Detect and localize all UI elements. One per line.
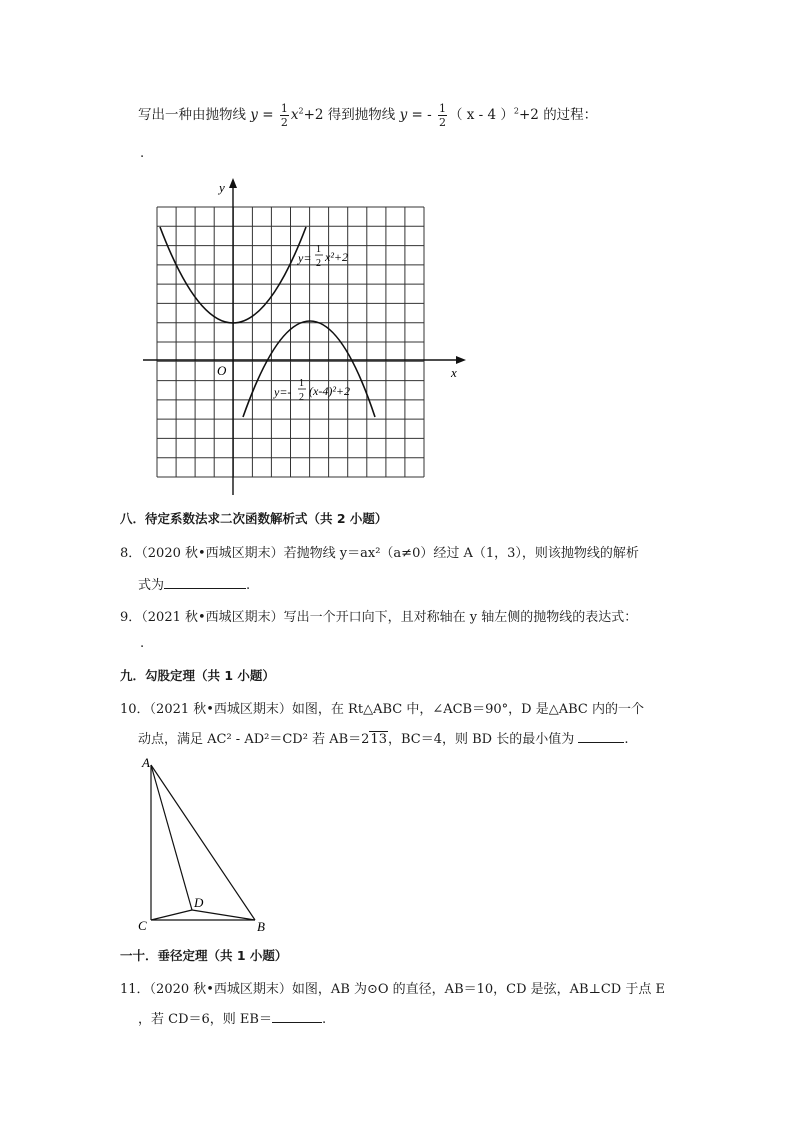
vertex-b-label: B bbox=[257, 919, 265, 934]
answer-blank bbox=[164, 576, 246, 589]
segment-cd bbox=[151, 910, 192, 920]
segment-db bbox=[192, 910, 255, 920]
question-11-line-2: ，若 CD＝6，则 EB＝ . bbox=[138, 1012, 327, 1027]
q7-dot: . bbox=[140, 146, 145, 161]
svg-text:y=: y= bbox=[298, 251, 312, 265]
svg-text:y=-: y=- bbox=[274, 385, 292, 399]
section-heading-8: 八．待定系数法求二次函数解析式（共 2 小题） bbox=[120, 511, 388, 526]
svg-text:1: 1 bbox=[316, 244, 321, 255]
vertex-a-label: A bbox=[142, 755, 150, 770]
question-11-line-1: 11．（2020 秋•西城区期末）如图，AB 为⊙O 的直径，AB＝10，CD 是弦，AB⊥CD 于点 E bbox=[120, 982, 665, 997]
lower-parabola bbox=[243, 321, 375, 417]
parabola-graph bbox=[140, 175, 470, 500]
svg-text:1: 1 bbox=[299, 378, 304, 389]
svg-text:(x-4)²+2: (x-4)²+2 bbox=[309, 384, 351, 398]
question-8-line-1: 8．（2020 秋•西城区期末）若抛物线 y＝ax²（a≠0）经过 A（1，3），则该抛物线的解析 bbox=[120, 546, 639, 561]
fraction-half: $\frac{1}{2}$ bbox=[280, 102, 288, 129]
question-9-line-1: 9．（2021 秋•西城区期末）写出一个开口向下，且对称轴在 y 轴左侧的抛物线的表达式： bbox=[120, 610, 638, 625]
sqrt-13: 13 bbox=[370, 732, 387, 747]
question-10-line-2: 动点，满足 AC² - AD²＝CD² 若 AB＝213，BC＝4，则 BD 长的最小值为 . bbox=[138, 732, 629, 747]
section-heading-10: 一十．垂径定理（共 1 小题） bbox=[120, 948, 288, 963]
svg-text:2: 2 bbox=[299, 392, 304, 403]
svg-text:2: 2 bbox=[316, 258, 321, 269]
q7-line: 写出一种由抛物线 y = $\frac{1}{2}$ $x^2+2$ 得到抛物线 y = - $\frac{1}{2}$ （ x - 4 ）$^2$+2 的过程： bbox=[138, 102, 598, 129]
vertex-c-label: C bbox=[138, 918, 147, 933]
triangle-figure bbox=[132, 752, 277, 937]
segment-ad bbox=[151, 765, 192, 910]
y-axis-label: y bbox=[219, 180, 225, 195]
origin-label: O bbox=[217, 363, 227, 378]
lower-curve-label bbox=[273, 378, 350, 403]
vertex-d-label: D bbox=[194, 895, 204, 910]
fraction-half-2: $\frac{1}{2}$ bbox=[438, 102, 446, 129]
svg-text:x²+2: x²+2 bbox=[325, 250, 349, 264]
answer-blank bbox=[272, 1010, 322, 1023]
question-9-line-2: . bbox=[140, 636, 145, 651]
section-heading-9: 九．勾股定理（共 1 小题） bbox=[120, 668, 275, 683]
x-axis-label: x bbox=[451, 365, 457, 380]
y-axis-arrow-icon bbox=[229, 178, 237, 188]
answer-blank bbox=[578, 730, 624, 743]
question-8-line-2: 式为 . bbox=[138, 578, 251, 593]
x-axis-arrow-icon bbox=[456, 356, 466, 364]
grid bbox=[157, 207, 424, 477]
question-10-line-1: 10．（2021 秋•西城区期末）如图，在 Rt△ABC 中，∠ACB＝90°，D 是△ABC 内的一个 bbox=[120, 702, 644, 717]
